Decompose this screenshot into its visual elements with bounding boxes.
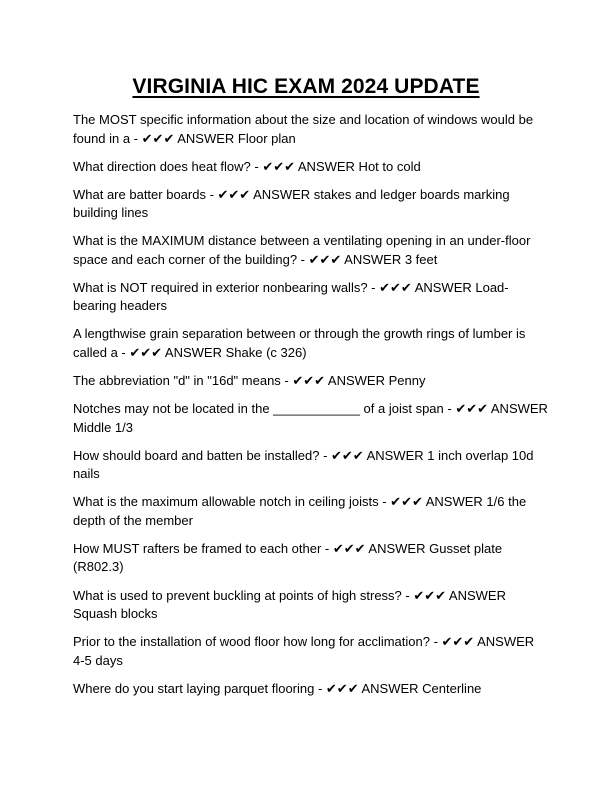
qa-item: Where do you start laying parquet flooring - ✔✔✔ ANSWER Centerline bbox=[73, 680, 482, 696]
qa-item: How MUST rafters be framed to each other - ✔✔✔ ANSWER Gusset plate (R802.3) bbox=[73, 540, 503, 575]
qa-item: How should board and batten be installed? - ✔✔✔ ANSWER 1 inch overlap 10d nails bbox=[73, 447, 534, 482]
qa-item: What is the MAXIMUM distance between a ventilating opening in an under-floor space and each corner of the building? - ✔✔✔ ANSWER 3 feet bbox=[73, 233, 531, 267]
qa-item: The abbreviation "d" in "16d" means - ✔✔✔ ANSWER Penny bbox=[73, 373, 426, 389]
qa-item: What are batter boards - ✔✔✔ ANSWER stakes and ledger boards marking building lines bbox=[73, 186, 510, 221]
qa-item: Notches may not be located in the ____________ of a joist span - ✔✔✔ ANSWER Middle 1/3 bbox=[73, 401, 548, 435]
qa-item: What direction does heat flow? - ✔✔✔ ANSWER Hot to cold bbox=[73, 158, 421, 174]
qa-item: What is the maximum allowable notch in ceiling joists - ✔✔✔ ANSWER 1/6 the depth of the member bbox=[73, 494, 527, 528]
qa-item: A lengthwise grain separation between or through the growth rings of lumber is called a - ✔✔✔ ANSWER Shake (c 326) bbox=[73, 326, 526, 360]
qa-item: What is used to prevent buckling at points of high stress? - ✔✔✔ ANSWER Squash blocks bbox=[73, 587, 506, 622]
qa-item: The MOST specific information about the size and location of windows would be found in a - ✔✔✔ ANSWER Floor plan bbox=[73, 112, 534, 146]
qa-item: What is NOT required in exterior nonbearing walls? - ✔✔✔ ANSWER Load-bearing headers bbox=[73, 279, 509, 314]
document-title: VIRGINIA HIC EXAM 2024 UPDATE bbox=[132, 75, 480, 98]
qa-list bbox=[73, 111, 548, 708]
qa-item: Prior to the installation of wood floor how long for acclimation? - ✔✔✔ ANSWER 4-5 days bbox=[73, 634, 535, 668]
